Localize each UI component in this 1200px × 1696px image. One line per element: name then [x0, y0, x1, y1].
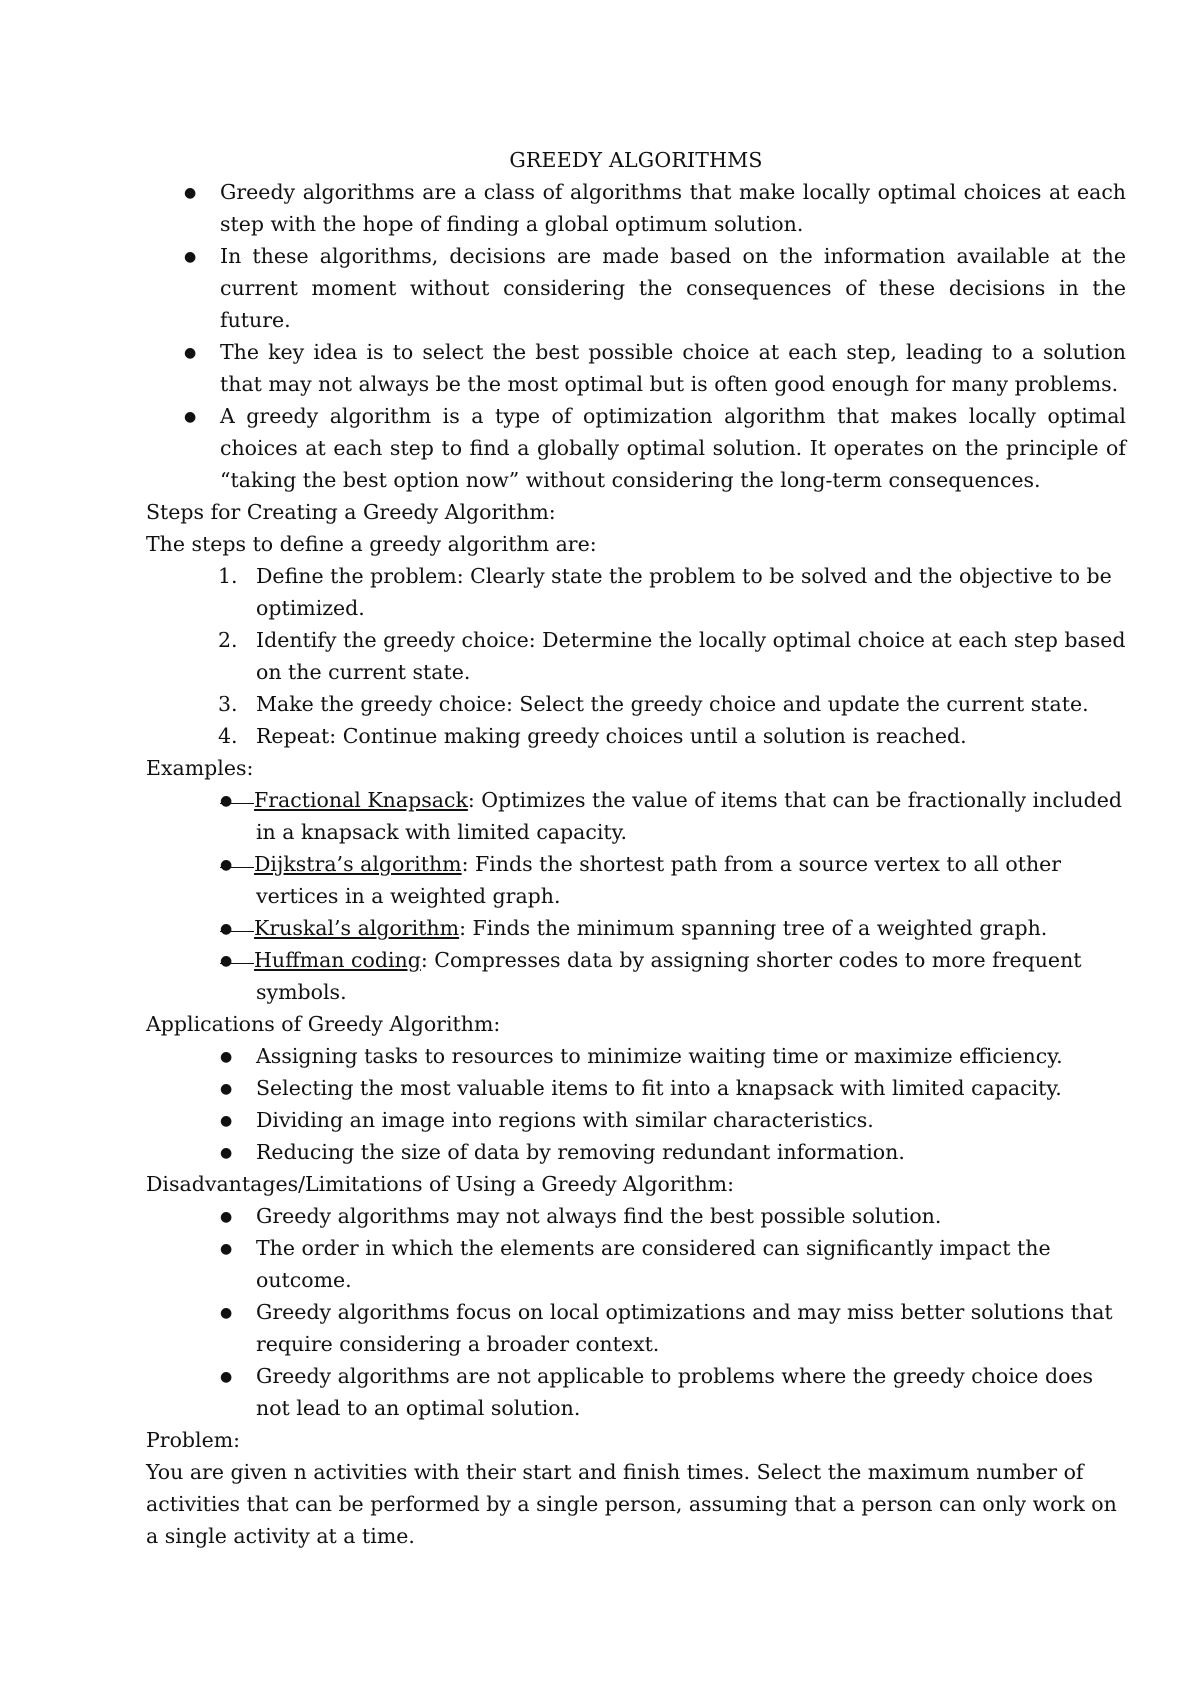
- intro-bullet-list: [146, 176, 1126, 496]
- list-item: [146, 720, 1126, 752]
- bullet-icon: ●: [220, 953, 233, 969]
- list-item: [146, 688, 1126, 720]
- example-entry: [220, 912, 1126, 944]
- document-body: [146, 144, 1126, 1552]
- example-name: Fractional Knapsack: [254, 788, 468, 812]
- list-item: [146, 784, 1126, 848]
- step-number: 2.: [218, 628, 238, 652]
- example-entry: [220, 848, 1126, 912]
- list-item: [146, 1200, 1126, 1232]
- application-text: Selecting the most valuable items to fit into a knapsack with limited capacity.: [256, 1076, 1062, 1100]
- list-item: [146, 944, 1126, 1008]
- bullet-icon: ●: [184, 409, 197, 425]
- bullet-icon: ●: [220, 1369, 233, 1385]
- examples-list: [146, 784, 1126, 1008]
- steps-heading: Steps for Creating a Greedy Algorithm:: [146, 500, 556, 524]
- step-text: Make the greedy choice: Select the greedy choice and update the current state.: [256, 692, 1089, 716]
- applications-heading: Applications of Greedy Algorithm:: [146, 1012, 501, 1036]
- step-number: 4.: [218, 724, 238, 748]
- list-item: [146, 1232, 1126, 1296]
- problem-heading: Problem:: [146, 1428, 241, 1452]
- list-item: [146, 560, 1126, 624]
- applications-list: [146, 1040, 1126, 1168]
- list-item: [146, 848, 1126, 912]
- bullet-icon: ●: [220, 1305, 233, 1321]
- disadvantages-heading: Disadvantages/Limitations of Using a Greedy Algorithm:: [146, 1172, 735, 1196]
- disadvantage-text: Greedy algorithms are not applicable to problems where the greedy choice does not lead to an optimal solution.: [256, 1364, 1094, 1420]
- list-item: [146, 1072, 1126, 1104]
- bullet-icon: ●: [220, 1113, 233, 1129]
- intro-bullet-text: A greedy algorithm is a type of optimization algorithm that makes locally optimal choices at each step to find a globally optimal solution. It operates on the principle of “taking the best option now” without considering the long-term consequences.: [220, 404, 1126, 492]
- step-text: Identify the greedy choice: Determine the locally optimal choice at each step based on the current state.: [256, 628, 1126, 684]
- application-text: Dividing an image into regions with similar characteristics.: [256, 1108, 874, 1132]
- bullet-icon: ●: [184, 249, 197, 265]
- list-item: [146, 1104, 1126, 1136]
- step-number: 1.: [218, 564, 238, 588]
- disadvantage-text: The order in which the elements are considered can significantly impact the outcome.: [256, 1236, 1051, 1292]
- example-entry: [220, 784, 1126, 848]
- application-text: Assigning tasks to resources to minimize waiting time or maximize efficiency.: [256, 1044, 1063, 1068]
- step-number: 3.: [218, 692, 238, 716]
- list-item: [146, 1040, 1126, 1072]
- example-name: Dijkstra’s algorithm: [254, 852, 462, 876]
- example-desc: : Optimizes the value of items that can be fractionally included in a knapsack with limited capacity.: [256, 788, 1122, 844]
- bullet-icon: ●: [220, 1081, 233, 1097]
- list-item: [146, 624, 1126, 688]
- example-desc: : Finds the minimum spanning tree of a weighted graph.: [459, 916, 1048, 940]
- example-desc: : Compresses data by assigning shorter codes to more frequent symbols.: [256, 948, 1082, 1004]
- page-title: GREEDY ALGORITHMS: [509, 148, 763, 172]
- example-desc: : Finds the shortest path from a source vertex to all other vertices in a weighted graph.: [256, 852, 1062, 908]
- bullet-icon: ●: [220, 1145, 233, 1161]
- steps-list: [146, 560, 1126, 752]
- list-item: [146, 912, 1126, 944]
- list-item: [146, 1360, 1126, 1424]
- bullet-icon: ●: [220, 857, 233, 873]
- intro-bullet-text: In these algorithms, decisions are made based on the information available at the current moment without considering the consequences of these decisions in the future.: [220, 244, 1126, 332]
- disadvantage-text: Greedy algorithms may not always find the best possible solution.: [256, 1204, 942, 1228]
- bullet-icon: ●: [220, 1049, 233, 1065]
- list-item: [146, 400, 1126, 496]
- intro-bullet-text: The key idea is to select the best possible choice at each step, leading to a solution that may not always be the most optimal but is often good enough for many problems.: [220, 340, 1126, 396]
- step-text: Define the problem: Clearly state the problem to be solved and the objective to be optimized.: [256, 564, 1112, 620]
- steps-intro: The steps to define a greedy algorithm are:: [146, 532, 597, 556]
- bullet-icon: ●: [184, 185, 197, 201]
- example-entry: [220, 944, 1126, 1008]
- list-item: [146, 176, 1126, 240]
- disadvantage-text: Greedy algorithms focus on local optimizations and may miss better solutions that require considering a broader context.: [256, 1300, 1113, 1356]
- intro-bullet-text: Greedy algorithms are a class of algorithms that make locally optimal choices at each step with the hope of finding a global optimum solution.: [220, 180, 1126, 236]
- bullet-icon: ●: [220, 1209, 233, 1225]
- bullet-icon: ●: [220, 921, 233, 937]
- bullet-icon: ●: [220, 793, 233, 809]
- disadvantages-list: [146, 1200, 1126, 1424]
- examples-heading: Examples:: [146, 756, 254, 780]
- list-item: [146, 240, 1126, 336]
- list-item: [146, 1296, 1126, 1360]
- list-item: [146, 336, 1126, 400]
- application-text: Reducing the size of data by removing redundant information.: [256, 1140, 905, 1164]
- bullet-icon: ●: [184, 345, 197, 361]
- problem-text: You are given n activities with their start and finish times. Select the maximum number of activities that can be performed by a single person, assuming that a person can only work on a single activity at a time.: [146, 1460, 1117, 1548]
- example-name: Kruskal’s algorithm: [254, 916, 460, 940]
- list-item: [146, 1136, 1126, 1168]
- bullet-icon: ●: [220, 1241, 233, 1257]
- example-name: Huffman coding: [254, 948, 421, 972]
- step-text: Repeat: Continue making greedy choices until a solution is reached.: [256, 724, 967, 748]
